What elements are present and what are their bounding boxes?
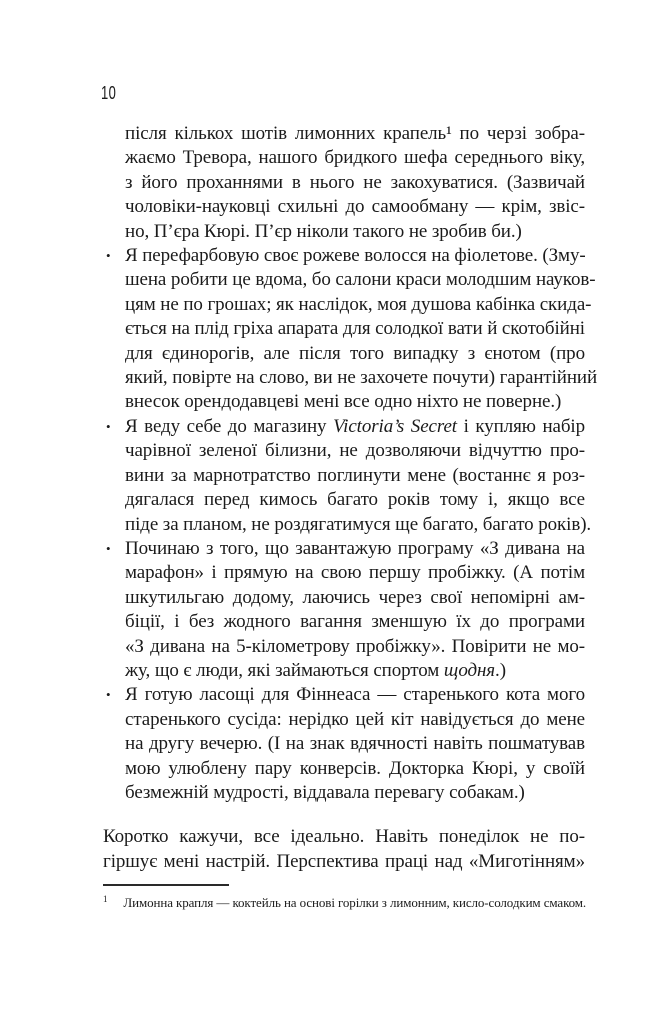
text-line	[125, 342, 585, 366]
text-segment: безмежній мудрості, віддавала перевагу собакам.)	[125, 781, 525, 803]
text-segment: ється на плід гріха апарата для солодкої вати й скотобійні	[125, 318, 585, 340]
bullet-item	[103, 415, 592, 537]
text-segment: вини за марнотратство поглинути мене (востаннє я роз-	[125, 464, 585, 486]
text-line	[125, 146, 585, 170]
text-line	[125, 317, 585, 341]
text-segment: марафон» і прямую на свою першу пробіжку. (А потім	[125, 562, 585, 584]
text-line	[125, 293, 592, 317]
text-segment: шена робити це вдома, бо салони краси молодшим науков-	[125, 269, 596, 291]
text-line	[103, 825, 585, 849]
text-line	[125, 635, 585, 659]
text-segment: Я перефарбовую своє рожеве волосся на фіолетове. (Зму-	[125, 245, 586, 267]
text-segment: після кількох шотів лимонних крапель¹ по черзі зобра-	[125, 123, 585, 144]
text-line	[106, 244, 586, 268]
text-segment: внесок орендодавцеві мені все одно ніхто не поверне.)	[125, 391, 562, 413]
text-segment: Починаю з того, що завантажую програму «З дивана на	[125, 537, 585, 559]
text-segment: старенького сусіда: нерідко цей кіт навідується до мене	[125, 708, 585, 730]
text-segment: з його проханнями в нього не закохуватися. (Зазвичай	[125, 171, 585, 193]
text-line	[125, 220, 585, 244]
bullet-icon: •	[106, 687, 111, 703]
text-line	[106, 415, 585, 439]
text-segment: но, П’єра Кюрі. П’єр ніколи такого не зробив би.)	[125, 220, 522, 242]
text-line	[106, 537, 585, 561]
text-line	[125, 488, 585, 512]
text-line	[125, 659, 585, 683]
text-line	[125, 586, 585, 610]
footnote-marker: 1	[103, 894, 108, 904]
text-line	[103, 850, 585, 874]
text-line	[125, 122, 585, 146]
bullet-icon: •	[106, 248, 111, 264]
paragraph	[103, 122, 585, 244]
bullet-icon: •	[106, 418, 111, 434]
text-segment: і купляю набір	[456, 415, 585, 437]
text-line	[125, 561, 585, 585]
page-number: 10	[101, 83, 117, 103]
bullet-item	[103, 683, 585, 805]
footnote-text: Лимонна крапля — коктейль на основі горілки з лимонним, кисло-солодким смаком.	[123, 895, 587, 910]
text-column	[103, 122, 598, 874]
footnote-line	[103, 895, 585, 912]
text-segment: шкутильгаю додому, лаючись через свої непомірні ам-	[125, 586, 585, 608]
italic-text: щодня	[443, 659, 496, 681]
text-segment: жаємо Тревора, нашого бридкого шефа середнього віку,	[125, 147, 585, 169]
text-line	[125, 171, 585, 195]
text-line	[125, 464, 585, 488]
italic-text: Victoria’s Secret	[333, 415, 457, 437]
text-line	[125, 757, 585, 781]
footnote-rule	[103, 884, 229, 886]
bullet-item	[103, 537, 585, 683]
text-line	[125, 268, 596, 292]
text-segment: для єдинорогів, але після того випадку з єнотом (про	[125, 342, 585, 364]
footnote	[103, 884, 585, 912]
text-line	[125, 732, 585, 756]
text-segment: гіршує мені настрій. Перспектива праці над «Миготінням»	[103, 850, 585, 872]
text-line	[125, 513, 592, 537]
text-segment: чоловіки-науковці схильні до самообману — крім, звіс-	[125, 196, 585, 218]
text-line	[106, 683, 585, 707]
text-line	[125, 195, 585, 219]
text-segment: Коротко кажучи, все ідеально. Навіть понеділок не по-	[103, 826, 585, 848]
text-line	[125, 708, 585, 732]
text-segment: жу, що є люди, які займаються спортом	[125, 659, 444, 681]
text-segment: на другу вечерю. (І на знак вдячності навіть пошматував	[125, 733, 585, 755]
text-line	[125, 781, 585, 805]
text-segment: дягалася перед кимось багато років тому і, якщо все	[125, 489, 585, 511]
text-segment: Я готую ласощі для Фіннеаса — старенького кота мого	[125, 684, 585, 706]
text-line	[125, 366, 598, 390]
text-segment: чарівної зеленої білизни, не дозволяючи відчуттю про-	[125, 440, 585, 462]
text-segment: піде за планом, не роздягатимуся ще багато, багато років).	[125, 513, 592, 535]
text-segment: цям не по грошах; як наслідок, моя душова кабінка скида-	[125, 293, 592, 315]
text-segment: біції, і без жодного вагання зменшую їх до програми	[125, 611, 585, 633]
text-segment: мою улюблену пару конверсів. Докторка Кюрі, у своїй	[125, 757, 585, 779]
text-segment: який, повірте на слово, ви не захочете почути) гарантійний	[125, 367, 598, 389]
text-line	[125, 390, 585, 414]
bullet-icon: •	[106, 540, 111, 556]
paragraph	[103, 825, 585, 874]
text-line	[125, 610, 585, 634]
text-segment: Я веду себе до магазину	[125, 415, 334, 437]
text-segment: .)	[495, 659, 506, 681]
bullet-item	[103, 244, 598, 415]
text-line	[125, 439, 585, 463]
text-segment: «З дивана на 5-кілометрову пробіжку». Повірити не мо-	[125, 635, 585, 657]
